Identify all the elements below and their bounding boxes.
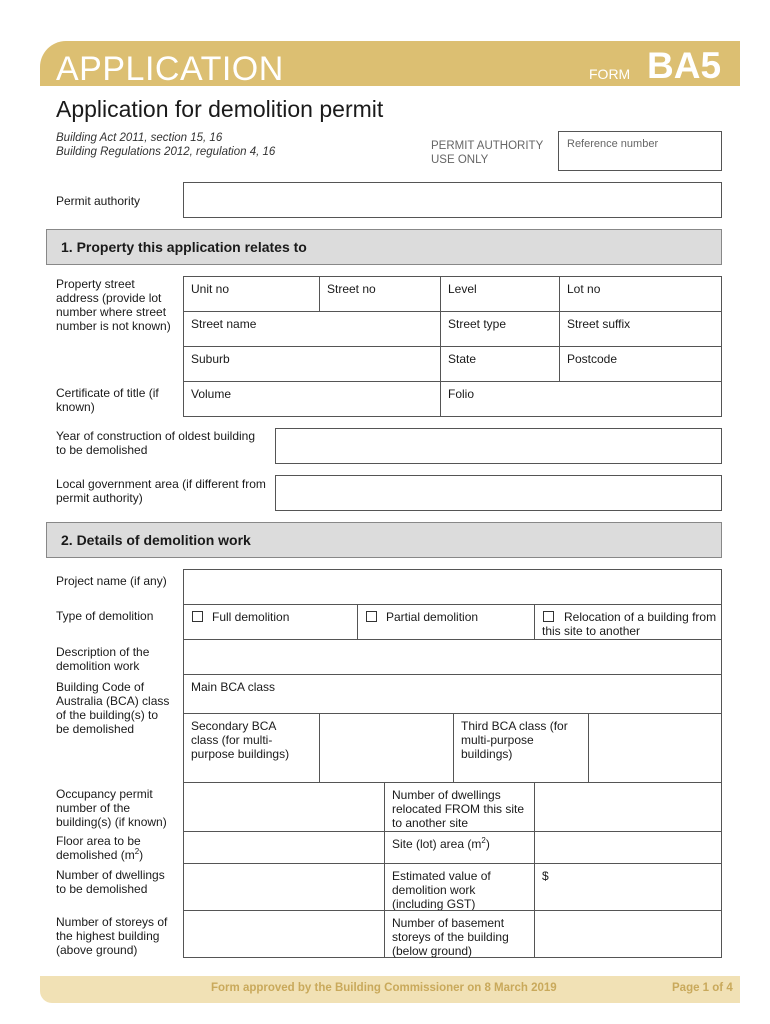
full-demolition-checkbox[interactable]	[192, 611, 203, 622]
main-bca-class-field[interactable]	[183, 674, 722, 714]
use-only-line1: PERMIT AUTHORITY	[431, 140, 544, 152]
postcode-label: Postcode	[567, 352, 618, 366]
secondary-bca-class-field[interactable]	[319, 713, 454, 783]
basement-storeys-label: Number of basement storeys of the building (below ground)	[392, 916, 509, 958]
form-word: FORM	[589, 66, 631, 82]
suburb-field[interactable]	[183, 346, 441, 382]
third-bca-class-field[interactable]	[588, 713, 722, 783]
approval-note: Form approved by the Building Commissioner on 8 March 2019	[211, 982, 557, 994]
volume-label: Volume	[191, 387, 232, 401]
section-2-header	[46, 522, 722, 558]
full-demolition-option[interactable]	[183, 604, 358, 640]
occupancy-permit-field[interactable]	[183, 782, 385, 832]
year-of-construction-label: Year of construction of oldest building to be demolished	[56, 429, 256, 457]
floor-area-sup: 2	[134, 847, 140, 856]
year-of-construction-field[interactable]	[275, 428, 722, 464]
estimated-value-label-cell	[384, 863, 535, 911]
site-area-end: )	[485, 837, 490, 851]
permit-authority-field[interactable]	[183, 182, 722, 218]
dwellings-relocated-field[interactable]	[534, 782, 722, 832]
floor-area-field[interactable]	[183, 831, 385, 864]
suburb-label: Suburb	[191, 352, 230, 366]
postcode-field[interactable]	[559, 346, 722, 382]
lot-no-label: Lot no	[567, 282, 601, 296]
local-government-area-field[interactable]	[275, 475, 722, 511]
site-area-sup: 2	[481, 836, 486, 845]
occupancy-permit-label: Occupancy permit number of the building(s) (if known)	[56, 787, 167, 829]
permit-authority-label: Permit authority	[56, 194, 141, 208]
page-title: Application for demolition permit	[56, 96, 384, 122]
permit-authority-use-only	[431, 139, 543, 167]
dwellings-demolished-field[interactable]	[183, 863, 385, 911]
folio-label: Folio	[448, 387, 475, 401]
application-heading: APPLICATION	[56, 50, 284, 88]
state-label: State	[448, 352, 477, 366]
reference-number-label: Reference number	[567, 138, 659, 150]
dollar-sign: $	[542, 869, 549, 883]
street-no-label: Street no	[327, 282, 376, 296]
relocation-label: Relocation of a building from this site to another	[542, 610, 717, 638]
estimated-value-field[interactable]	[534, 863, 722, 911]
street-suffix-field[interactable]	[559, 311, 722, 347]
act-line: Building Act 2011, section 15, 16	[56, 132, 223, 144]
main-bca-class-label: Main BCA class	[191, 680, 276, 694]
floor-area-text: Floor area to be demolished (m	[56, 834, 141, 862]
street-type-label: Street type	[448, 317, 507, 331]
site-area-label-cell	[384, 831, 535, 864]
type-of-demolition-label: Type of demolition	[56, 609, 154, 623]
property-address-label: Property street address (provide lot number where street number is not known)	[56, 277, 171, 333]
unit-no-label: Unit no	[191, 282, 230, 296]
storeys-label: Number of storeys of the highest building (above ground)	[56, 915, 168, 957]
site-area-label	[392, 837, 490, 851]
storeys-field[interactable]	[183, 910, 385, 958]
local-government-area-label: Local government area (if different from permit authority)	[56, 477, 266, 505]
section-2-title: 2. Details of demolition work	[61, 532, 251, 548]
street-name-label: Street name	[191, 317, 257, 331]
secondary-bca-class-label-cell	[183, 713, 320, 783]
full-demolition-label: Full demolition	[212, 610, 290, 624]
reference-number-field[interactable]	[558, 131, 722, 171]
lot-no-field[interactable]	[559, 276, 722, 312]
partial-demolition-checkbox[interactable]	[366, 611, 377, 622]
dwellings-relocated-label: Number of dwellings relocated FROM this site to another site	[392, 788, 525, 830]
basement-storeys-label-cell	[384, 910, 535, 958]
floor-area-label	[56, 834, 178, 862]
street-suffix-label: Street suffix	[567, 317, 631, 331]
secondary-bca-class-label: Secondary BCA class (for multi-purpose buildings)	[191, 719, 290, 761]
dwellings-relocated-label-cell	[384, 782, 535, 832]
floor-area-end: )	[139, 848, 144, 862]
description-field[interactable]	[183, 639, 722, 675]
certificate-of-title-label: Certificate of title (if known)	[56, 386, 159, 414]
partial-demolition-option[interactable]	[357, 604, 535, 640]
legislation-reference	[56, 131, 275, 159]
street-no-field[interactable]	[319, 276, 441, 312]
street-name-field[interactable]	[183, 311, 441, 347]
level-field[interactable]	[440, 276, 560, 312]
section-1-title: 1. Property this application relates to	[61, 239, 307, 255]
level-label: Level	[448, 282, 477, 296]
site-area-text: Site (lot) area (m	[392, 837, 482, 851]
use-only-line2: USE ONLY	[431, 154, 489, 166]
dwellings-demolished-label: Number of dwellings to be demolished	[56, 868, 165, 896]
regulation-line: Building Regulations 2012, regulation 4, 16	[56, 146, 276, 158]
section-1-header	[46, 229, 722, 265]
folio-field[interactable]	[440, 381, 722, 417]
footer-bar	[40, 976, 740, 1003]
third-bca-class-label: Third BCA class (for multi-purpose buildings)	[461, 719, 568, 761]
volume-field[interactable]	[183, 381, 441, 417]
site-area-field[interactable]	[534, 831, 722, 864]
page-number: Page 1 of 4	[672, 982, 733, 994]
third-bca-class-label-cell	[453, 713, 589, 783]
project-name-label: Project name (if any)	[56, 574, 167, 588]
partial-demolition-label: Partial demolition	[386, 610, 479, 624]
bca-class-label: Building Code of Australia (BCA) class of the building(s) to be demolished	[56, 680, 170, 736]
form-code: BA5	[647, 45, 722, 86]
relocation-option[interactable]	[534, 604, 722, 640]
basement-storeys-field[interactable]	[534, 910, 722, 958]
state-field[interactable]	[440, 346, 560, 382]
unit-no-field[interactable]	[183, 276, 320, 312]
description-label: Description of the demolition work	[56, 645, 150, 673]
street-type-field[interactable]	[440, 311, 560, 347]
estimated-value-label: Estimated value of demolition work (including GST)	[392, 869, 491, 911]
project-name-field[interactable]	[183, 569, 722, 605]
